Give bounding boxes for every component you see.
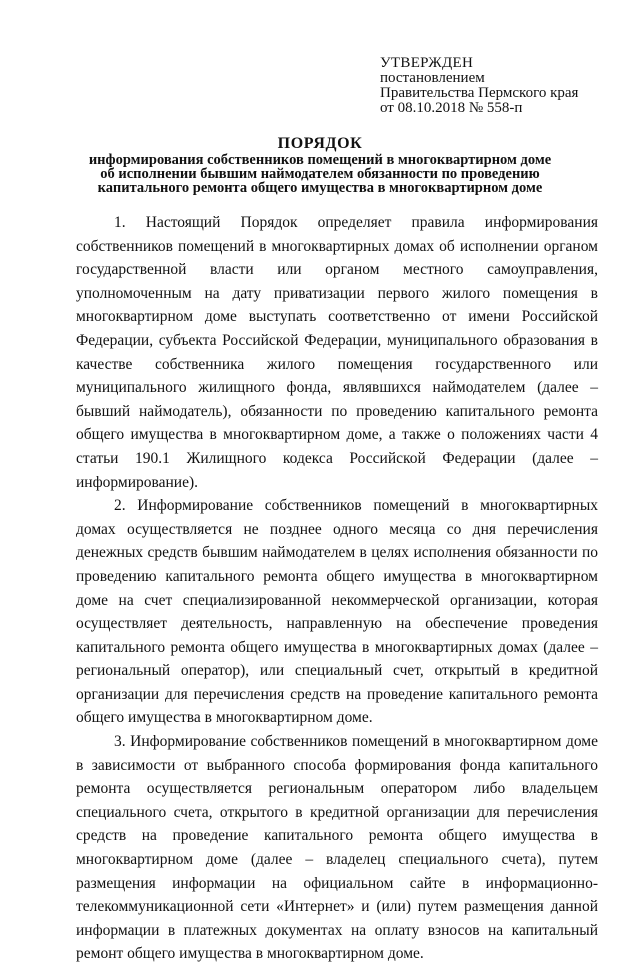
paragraph-2: 2. Информирование собственников помещений в многоквартирных домах осуществляется не позднее одного месяца со дня перечисления денежных средств бывшим наймодателем в целях исполнения обязанности по проведению капитального ремонта общего имущества в многоквартирном доме на счет специализированной некоммерческой организации, которая осуществляет деятельность, направленную на обеспечение проведения капитального ремонта общего имущества в многоквартирных домах (далее – региональный оператор), или специальный счет, открытый в кредитной организации для перечисления средств на проведение капитального ремонта общего имущества в многоквартирном доме. [76, 497, 598, 727]
paragraph-3: 3. Информирование собственников помещений в многоквартирном доме в зависимости от выбранного способа формирования фонда капитального ремонта осуществляется региональным оператором либо владельцем специального счета, открытого в кредитной организации для перечисления средств на проведение капитального ремонта общего имущества в многоквартирном доме (далее – владелец специального счета), путем размещения информации на официальном сайте в информационно-телекоммуникационной сети «Интернет» и (или) путем размещения данной информации в платежных документах на оплату взносов на капитальный ремонт общего имущества в многоквартирном доме. [76, 733, 598, 963]
subtitle-line: об исполнении бывшим наймодателем обязанности по проведению [100, 166, 540, 182]
approval-line: Правительства Пермского края [380, 85, 579, 101]
approval-date: от 08.10.2018 № 558-п [380, 100, 523, 116]
approval-line: постановлением [380, 70, 485, 86]
subtitle-line: капитального ремонта общего имущества в многоквартирном доме [97, 180, 543, 196]
document-subtitle [75, 153, 565, 195]
subtitle-line: информирования собственников помещений в многоквартирном доме [88, 152, 552, 168]
paragraph-1: 1. Настоящий Порядок определяет правила информирования собственников помещений в многоквартирных домах об исполнении органом государственной власти или органом местного самоуправления, уполномоченным на дату приватизации первого жилого помещения в многоквартирном доме выступать соответственно от имени Российской Федерации, субъекта Российской Федерации, муниципального образования в качестве собственника жилого помещения государственного или муниципального жилищного фонда, являвшихся наймодателем (далее – бывший наймодатель), обязанности по проведению капитального ремонта общего имущества в многоквартирном доме, а также о положениях части 4 статьи 190.1 Жилищного кодекса Российской Федерации (далее – информирование). [76, 214, 598, 491]
document-title: ПОРЯДОК [277, 135, 363, 152]
approval-heading: УТВЕРЖДЕН [380, 55, 474, 71]
approval-stamp [380, 56, 578, 116]
document-body [76, 211, 598, 966]
